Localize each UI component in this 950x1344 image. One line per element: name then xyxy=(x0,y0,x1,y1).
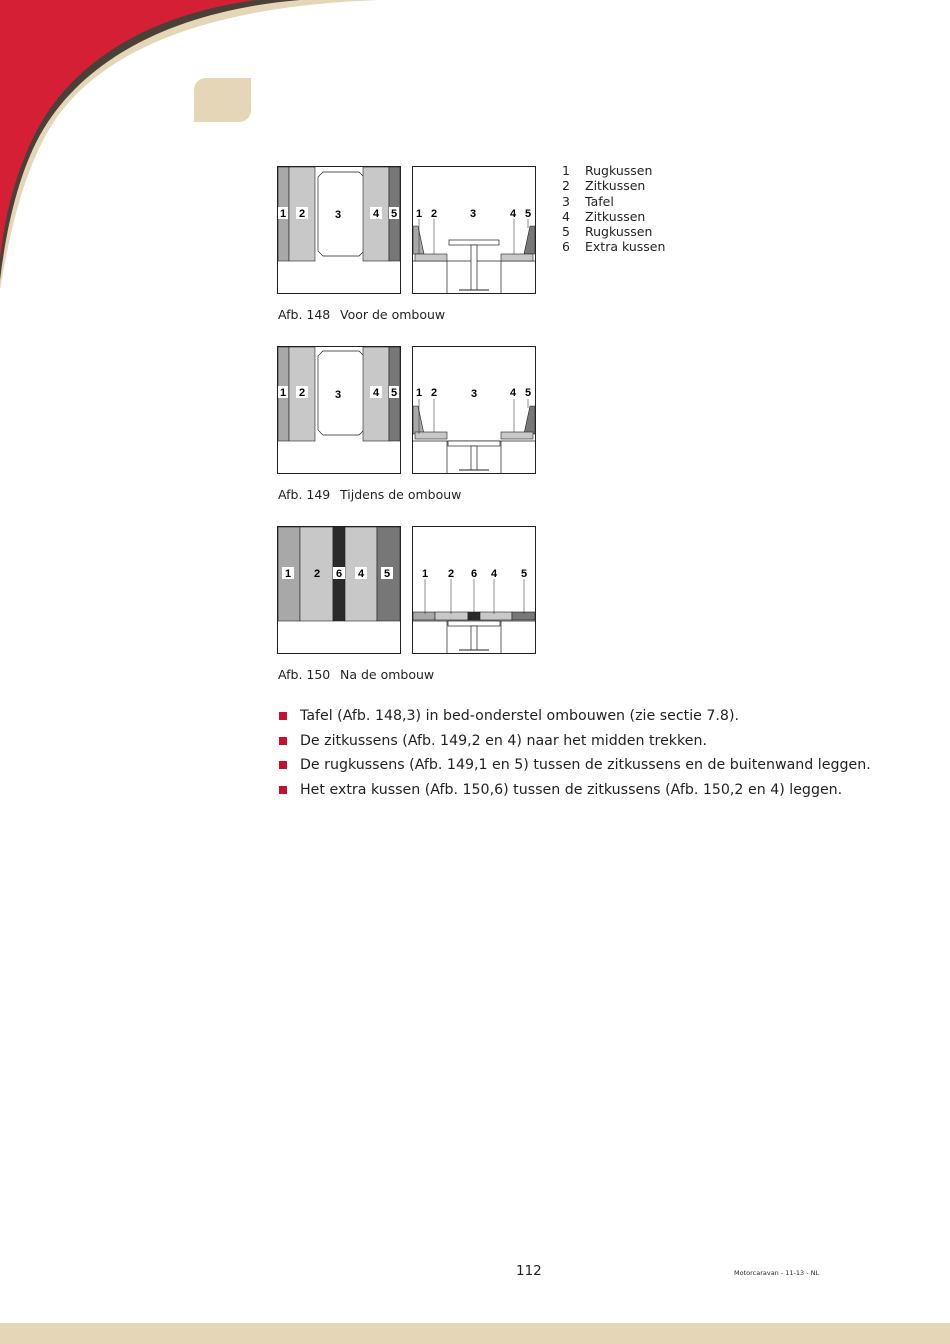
legend-item: 6 Extra kussen xyxy=(562,239,666,255)
legend-item: 3 Tafel xyxy=(562,193,614,209)
fig149-top-label-4: 4 xyxy=(372,387,380,399)
legend-item: 1 Rugkussen xyxy=(562,163,653,178)
fig149-side-label-5: 5 xyxy=(524,387,532,399)
fig150-top-label-4: 4 xyxy=(357,568,365,580)
fig150-top-label-6: 6 xyxy=(335,568,343,580)
fig149-top-label-1: 1 xyxy=(279,387,287,399)
figure-148-caption: Afb. 148 Voor de ombouw xyxy=(278,307,446,322)
fig150-side-label-4: 4 xyxy=(490,568,498,580)
parts-legend xyxy=(562,163,665,255)
fig149-side-label-3: 3 xyxy=(470,388,478,400)
chapter-tab xyxy=(194,78,251,122)
bullet-square-icon xyxy=(279,737,287,745)
list-item: Tafel (Afb. 148,3) in bed-onderstel ombouwen (zie sectie 7.8). xyxy=(278,704,871,729)
fig150-top-label-2: 2 xyxy=(313,568,321,580)
fig148-top-label-3: 3 xyxy=(334,209,342,221)
figure-150-side-view xyxy=(412,526,536,654)
fig148-top-label-4: 4 xyxy=(372,208,380,220)
fig149-top-label-2: 2 xyxy=(298,387,306,399)
fig149-side-label-1: 1 xyxy=(415,387,423,399)
figure-149-caption: Afb. 149 Tijdens de ombouw xyxy=(278,487,462,502)
fig148-top-label-1: 1 xyxy=(279,208,287,220)
legend-item: 4 Zitkussen xyxy=(562,208,646,224)
fig150-top-label-5: 5 xyxy=(383,568,391,580)
list-item: De zitkussens (Afb. 149,2 en 4) naar het midden trekken. xyxy=(278,729,871,754)
fig149-top-label-5: 5 xyxy=(390,387,398,399)
fig148-side-label-4: 4 xyxy=(509,208,517,220)
fig148-side-label-2: 2 xyxy=(430,208,438,220)
fig148-side-label-5: 5 xyxy=(524,208,532,220)
page-number: 112 xyxy=(516,1263,542,1279)
fig150-side-label-1: 1 xyxy=(421,568,429,580)
figure-148-top-view xyxy=(277,166,401,294)
list-item: Het extra kussen (Afb. 150,6) tussen de zitkussens (Afb. 150,2 en 4) leggen. xyxy=(278,778,871,803)
fig150-side-label-6: 6 xyxy=(470,568,478,580)
legend-item: 5 Rugkussen xyxy=(562,224,653,240)
bottom-band xyxy=(0,1323,950,1344)
fig148-side-label-3: 3 xyxy=(469,208,477,220)
bullet-square-icon xyxy=(279,761,287,769)
fig148-top-label-5: 5 xyxy=(390,208,398,220)
footer-document-code: Motorcaravan - 11-13 - NL xyxy=(734,1269,820,1277)
list-item: De rugkussens (Afb. 149,1 en 5) tussen de zitkussens en de buitenwand leggen. xyxy=(278,753,871,778)
fig148-top-label-2: 2 xyxy=(298,208,306,220)
fig150-side-label-2: 2 xyxy=(447,568,455,580)
bullet-square-icon xyxy=(279,786,287,794)
figure-149-side-view xyxy=(412,346,536,474)
figure-148-side-view xyxy=(412,166,536,294)
figure-149-top-view xyxy=(277,346,401,474)
fig149-side-label-4: 4 xyxy=(509,387,517,399)
bullet-square-icon xyxy=(279,712,287,720)
fig148-side-label-1: 1 xyxy=(415,208,423,220)
fig150-side-label-5: 5 xyxy=(520,568,528,580)
figure-150-caption: Afb. 150 Na de ombouw xyxy=(278,667,435,682)
fig150-top-label-1: 1 xyxy=(284,568,292,580)
fig149-side-label-2: 2 xyxy=(430,387,438,399)
legend-item: 2 Zitkussen xyxy=(562,178,646,194)
fig149-top-label-3: 3 xyxy=(334,389,342,401)
figure-150-top-view xyxy=(277,526,401,654)
instruction-list xyxy=(278,704,871,802)
